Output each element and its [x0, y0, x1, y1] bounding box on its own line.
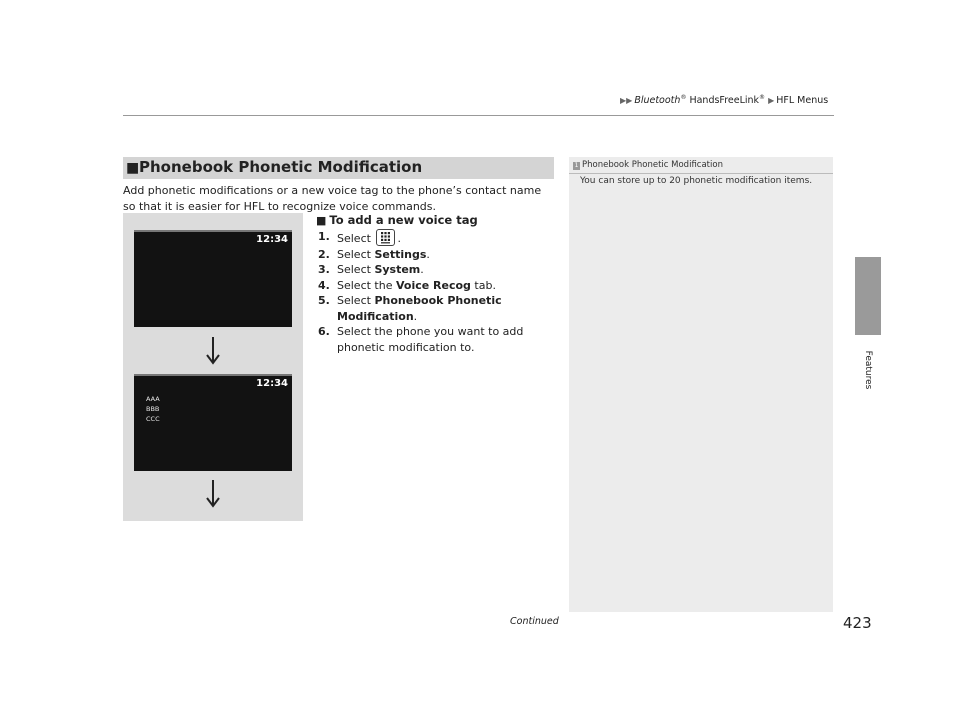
down-arrow-icon: [203, 478, 223, 508]
step-text: Select the phone you want to add phonetic modification to.: [337, 325, 524, 354]
section-intro: Add phonetic modifications or a new voice tag to the phone’s contact name so that it is easier for HFL to recognize voice commands.: [123, 184, 542, 213]
contact-list: [146, 394, 160, 424]
down-arrow-icon: [203, 335, 223, 365]
note-reference-icon: 1: [574, 162, 579, 169]
section-heading: [123, 157, 554, 179]
step-text: .: [413, 309, 418, 323]
step-number: 5.: [318, 294, 330, 307]
step-text: .: [397, 232, 401, 245]
chapter-tab-text: Features: [863, 350, 873, 390]
chapter-tab-label: [852, 340, 884, 400]
section-title: Phonebook Phonetic Modification: [139, 158, 423, 176]
triangle-icon: ▶▶: [620, 96, 633, 106]
step-text: Select the: [337, 278, 396, 292]
procedure-marker-icon: ■: [316, 214, 327, 227]
step-number: 3.: [318, 263, 330, 276]
step-text: Select: [337, 294, 375, 307]
step-target: Voice Recog: [395, 278, 471, 292]
step-text: .: [420, 263, 424, 276]
step-target: Phonebook Phonetic Modification: [337, 294, 502, 323]
procedure-heading: [316, 213, 478, 227]
note-body: You can store up to 20 phonetic modification items.: [580, 176, 813, 186]
breadcrumb-handsfreelink: HandsFreeLink: [686, 95, 760, 107]
screen-phone-list: [134, 374, 292, 471]
screen-illustration: [123, 213, 303, 521]
contact-item: BBB: [146, 405, 160, 413]
procedure-title: To add a new voice tag: [329, 213, 478, 227]
step-1: [318, 229, 548, 247]
triangle-icon: ▶: [768, 96, 775, 106]
step-text: Select: [337, 247, 375, 261]
screen-clock: 12:34: [256, 378, 288, 389]
breadcrumb-bluetooth: Bluetooth: [634, 95, 681, 107]
step-5: [318, 293, 548, 324]
step-3: [318, 262, 548, 278]
section-marker-icon: ■: [126, 160, 140, 176]
screen-clock: 12:34: [256, 234, 288, 245]
continued-label: Continued: [510, 616, 559, 627]
screen-home: [134, 230, 292, 327]
registered-mark: ®: [680, 94, 687, 101]
registered-mark: ®: [759, 94, 766, 101]
home-button-icon: [376, 229, 395, 246]
step-target: Settings: [374, 247, 427, 261]
contact-item: AAA: [146, 395, 160, 403]
note-title: [573, 160, 723, 170]
step-number: 4.: [318, 278, 330, 292]
page-number: 423: [843, 614, 872, 632]
step-number: 2.: [318, 247, 330, 261]
note-title-text: Phonebook Phonetic Modification: [582, 160, 723, 170]
step-text: Select: [337, 232, 375, 245]
breadcrumb-hfl-menus: HFL Menus: [776, 95, 829, 107]
step-6: [318, 324, 548, 355]
side-note: [569, 157, 833, 612]
step-4: [318, 278, 548, 294]
step-number: 1.: [318, 230, 330, 243]
step-text: .: [426, 247, 430, 261]
header-divider: [123, 115, 834, 116]
procedure-steps: [318, 229, 548, 355]
contact-item: CCC: [146, 415, 160, 423]
step-target: System: [374, 263, 421, 276]
step-number: 6.: [318, 325, 330, 338]
note-divider: [569, 173, 833, 174]
step-2: [318, 247, 548, 263]
breadcrumb: [620, 94, 828, 106]
chapter-tab-marker: [855, 257, 881, 335]
step-text: Select: [337, 263, 375, 276]
step-text: tab.: [470, 278, 496, 292]
